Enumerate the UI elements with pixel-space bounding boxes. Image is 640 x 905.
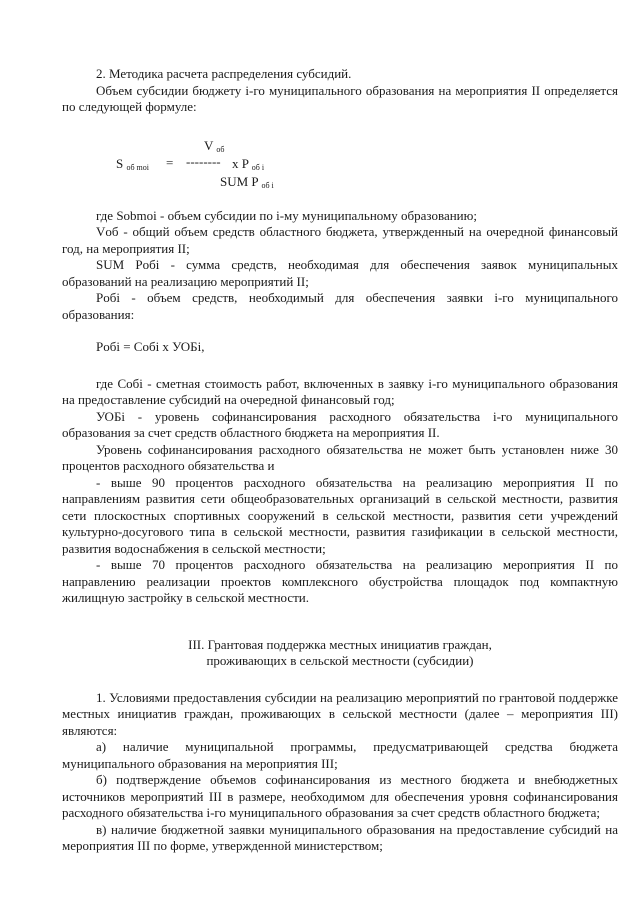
cofinancing-level: Уровень софинансирования расходного обязательства не может быть установлен ниже 30 процентов расходного обязательства и	[62, 441, 618, 473]
section-3-heading-line-2: проживающих в сельской местности (субсидии)	[206, 653, 474, 668]
section-3-heading-line-1: III. Грантовая поддержка местных инициатив граждан,	[188, 636, 492, 652]
formula-numerator: V $_{об}$	[204, 137, 225, 154]
condition-c: в) наличие бюджетной заявки муниципального образования на предоставление субсидий на мероприятия III по форме, утвержденной министерством;	[62, 821, 618, 853]
definition-sobmoi: где Sobmoi - объем субсидии по i-му муниципальному образованию;	[96, 207, 477, 223]
formula-pobi: Pобi = Cобi x УОБi,	[96, 339, 205, 354]
definition-uobi: УОБi - уровень софинансирования расходного обязательства i-го муниципального образования за счет средств областного бюджета на мероприятия II.	[62, 408, 618, 440]
spacer	[62, 670, 618, 690]
condition-a: а) наличие муниципальной программы, предусматривающей средства бюджета муниципального образования на мероприятия III;	[62, 739, 618, 771]
formula-lhs: S $_{об moi}$	[116, 155, 149, 172]
document-body	[62, 66, 618, 855]
condition-b: б) подтверждение объемов софинансирования из местного бюджета и внебюджетных источников мероприятий III в размере, необходимом для обеспечения уровня софинансирования расходного обязательства i-го муниципального образования за счет средств областного бюджета;	[62, 772, 618, 820]
definition-cobi: где Cобi - сметная стоимость работ, включенных в заявку i-го муниципального образования на предоставление субсидий на очередной финансовый год;	[62, 375, 618, 407]
spacer	[62, 356, 618, 376]
definition-sum: SUM Pобi - сумма средств, необходимая для обеспечения заявок муниципальных образований на реализацию мероприятий II;	[62, 257, 618, 289]
spacer	[62, 323, 618, 339]
section-2-intro: Объем субсидии бюджету i-го муниципального образования на мероприятия II определяется по следующей формуле:	[62, 82, 618, 114]
subsidy-formula	[62, 138, 618, 208]
spacer	[62, 607, 618, 637]
formula-equals: =	[166, 154, 174, 170]
section-3-paragraph-1: 1. Условиями предоставления субсидии на реализацию мероприятий по грантовой поддержке местных инициатив граждан, проживающих в сельской местности (далее – мероприятия III) являются:	[62, 689, 618, 738]
section-2-title: 2. Методика расчета распределения субсидий.	[96, 66, 352, 81]
formula-dashes: --------	[186, 153, 221, 169]
formula-multiplier: x P $_{об i}$	[232, 155, 265, 172]
definition-vob: Vоб - общий объем средств областного бюджета, утвержденный на очередной финансовый год, на мероприятия II;	[62, 224, 618, 256]
cofinancing-bullet-1: - выше 90 процентов расходного обязательства на реализацию мероприятия II по направлениям развития сети общеобразовательных организаций в сельской местности, развития сети плоскостных спортивных сооружений в сельской местности, развития сети учреждений культурно-досугового типа в сельской местности, развития газификации в сельской местности, развития водоснабжения в сельской местности;	[62, 474, 618, 556]
definition-pobi: Pобi - объем средств, необходимый для обеспечения заявки i-го муниципального образования:	[62, 290, 618, 322]
cofinancing-bullet-2: - выше 70 процентов расходного обязательства на реализацию мероприятия II по направлению реализации проектов комплексного обустройства площадок под компактную жилищную застройку в сельской местности.	[62, 557, 618, 605]
formula-denominator: SUM P $_{об i}$	[220, 173, 274, 190]
